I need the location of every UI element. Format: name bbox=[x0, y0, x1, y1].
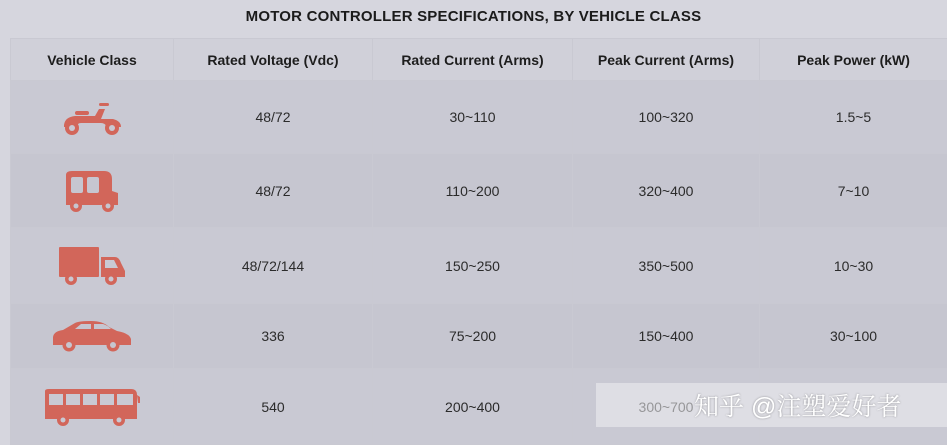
table-row bbox=[11, 154, 947, 228]
watermark: 知乎 @注塑爱好者 bbox=[596, 383, 947, 427]
voltage-cell: 48/72 bbox=[174, 81, 373, 154]
peak-current-cell: 350~500 bbox=[573, 228, 760, 304]
vehicle-cell bbox=[11, 81, 174, 154]
peak-power-cell: 1.5~5 bbox=[760, 81, 947, 154]
col-header-vehicle-class: Vehicle Class bbox=[11, 39, 174, 81]
voltage-cell: 48/72 bbox=[174, 154, 373, 228]
peak-current-cell: 320~400 bbox=[573, 154, 760, 228]
col-header-peak-current: Peak Current (Arms) bbox=[573, 39, 760, 81]
voltage-cell: 48/72/144 bbox=[174, 228, 373, 304]
peak-current-cell: 150~400 bbox=[573, 304, 760, 369]
peak-power-cell: 10~30 bbox=[760, 228, 947, 304]
peak-power-cell: 30~100 bbox=[760, 304, 947, 369]
truck-icon bbox=[57, 245, 127, 287]
rated-current-cell: 200~400 bbox=[373, 369, 573, 445]
scooter-icon bbox=[61, 97, 123, 137]
peak-power-cell: 7~10 bbox=[760, 154, 947, 228]
col-header-rated-current: Rated Current (Arms) bbox=[373, 39, 573, 81]
three-wheeler-icon bbox=[62, 169, 122, 213]
bus-icon bbox=[43, 387, 141, 427]
vehicle-cell bbox=[11, 154, 174, 228]
peak-current-cell: 100~320 bbox=[573, 81, 760, 154]
col-header-peak-power: Peak Power (kW) bbox=[760, 39, 947, 81]
rated-current-cell: 75~200 bbox=[373, 304, 573, 369]
col-header-rated-voltage: Rated Voltage (Vdc) bbox=[174, 39, 373, 81]
vehicle-cell bbox=[11, 228, 174, 304]
voltage-cell: 540 bbox=[174, 369, 373, 445]
rated-current-cell: 150~250 bbox=[373, 228, 573, 304]
table-row bbox=[11, 228, 947, 304]
vehicle-cell bbox=[11, 369, 174, 445]
table-row bbox=[11, 304, 947, 369]
rated-current-cell: 30~110 bbox=[373, 81, 573, 154]
voltage-cell: 336 bbox=[174, 304, 373, 369]
table-title: MOTOR CONTROLLER SPECIFICATIONS, BY VEHICLE CLASS bbox=[0, 8, 947, 25]
table-row bbox=[11, 81, 947, 154]
vehicle-cell bbox=[11, 304, 174, 369]
car-icon bbox=[51, 319, 133, 353]
header-row bbox=[11, 39, 947, 81]
rated-current-cell: 110~200 bbox=[373, 154, 573, 228]
